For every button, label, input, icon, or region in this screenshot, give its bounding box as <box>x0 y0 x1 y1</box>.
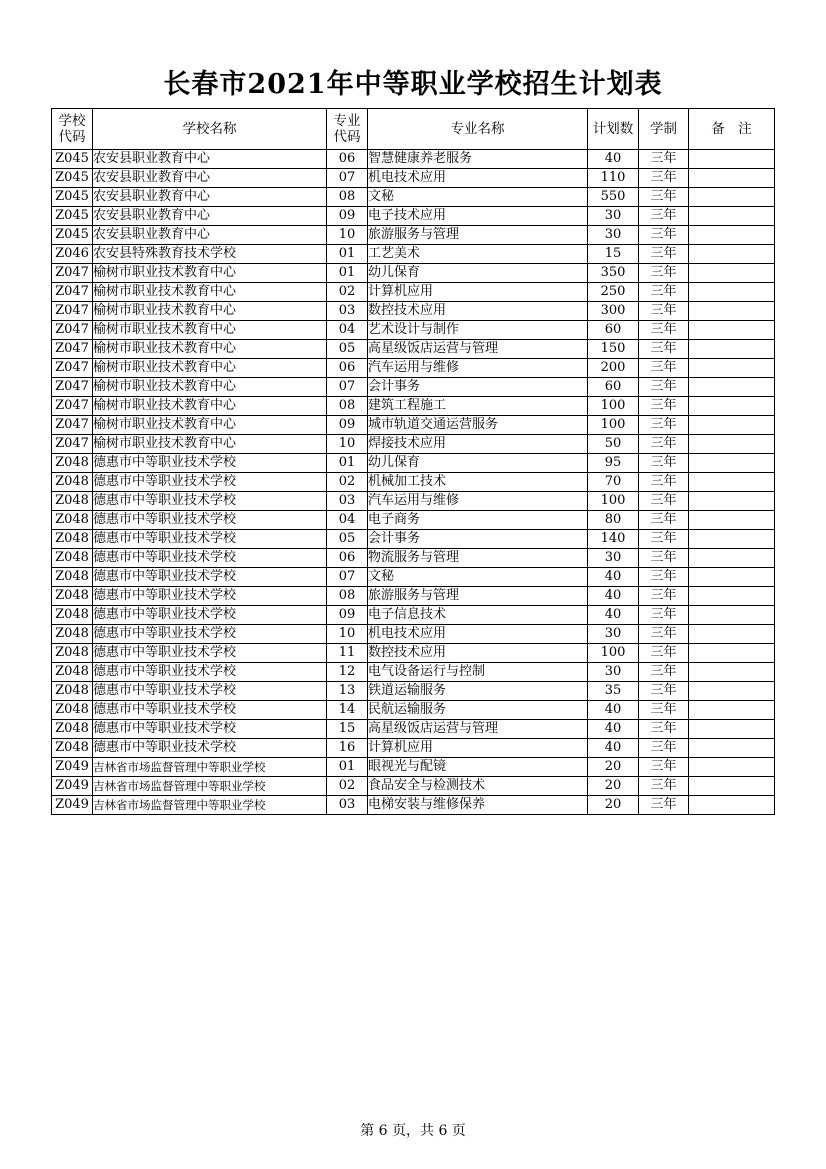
remark-cell <box>689 226 775 245</box>
school-name-cell: 农安县职业教育中心 <box>93 207 327 226</box>
page-title: 长春市2021年中等职业学校招生计划表 <box>163 69 663 100</box>
plan-count-cell: 40 <box>588 587 639 606</box>
major-name-cell: 会计事务 <box>368 530 588 549</box>
remark-cell <box>689 720 775 739</box>
duration-cell: 三年 <box>639 739 689 758</box>
major-name-cell: 民航运输服务 <box>368 701 588 720</box>
table-row <box>52 226 775 245</box>
plan-count-cell: 30 <box>588 625 639 644</box>
plan-count-cell: 300 <box>588 302 639 321</box>
table-row <box>52 644 775 663</box>
duration-cell: 三年 <box>639 150 689 169</box>
major-code-cell: 05 <box>327 340 368 359</box>
table-body <box>52 150 775 815</box>
remark-cell <box>689 454 775 473</box>
school-name-cell: 榆树市职业技术教育中心 <box>93 378 327 397</box>
school-name-cell: 农安县职业教育中心 <box>93 226 327 245</box>
school-code-cell: Z048 <box>52 644 93 663</box>
major-code-cell: 02 <box>327 283 368 302</box>
duration-cell: 三年 <box>639 359 689 378</box>
duration-cell: 三年 <box>639 568 689 587</box>
duration-cell: 三年 <box>639 758 689 777</box>
plan-count-cell: 30 <box>588 226 639 245</box>
school-code-cell: Z048 <box>52 454 93 473</box>
plan-count-cell: 200 <box>588 359 639 378</box>
header-remark: 备 注 <box>689 109 775 150</box>
school-name-cell: 德惠市中等职业技术学校 <box>93 587 327 606</box>
major-name-cell: 数控技术应用 <box>368 302 588 321</box>
table-row <box>52 359 775 378</box>
plan-count-cell: 70 <box>588 473 639 492</box>
major-code-cell: 01 <box>327 264 368 283</box>
duration-cell: 三年 <box>639 644 689 663</box>
duration-cell: 三年 <box>639 435 689 454</box>
plan-count-cell: 35 <box>588 682 639 701</box>
plan-count-cell: 40 <box>588 739 639 758</box>
plan-count-cell: 40 <box>588 150 639 169</box>
remark-cell <box>689 416 775 435</box>
remark-cell <box>689 511 775 530</box>
major-name-cell: 高星级饭店运营与管理 <box>368 340 588 359</box>
header-major-name: 专业名称 <box>368 109 588 150</box>
major-code-cell: 07 <box>327 568 368 587</box>
remark-cell <box>689 682 775 701</box>
school-name-cell: 榆树市职业技术教育中心 <box>93 264 327 283</box>
plan-count-cell: 100 <box>588 492 639 511</box>
school-name-cell: 农安县职业教育中心 <box>93 188 327 207</box>
school-code-cell: Z045 <box>52 169 93 188</box>
school-name-cell: 德惠市中等职业技术学校 <box>93 625 327 644</box>
duration-cell: 三年 <box>639 511 689 530</box>
duration-cell: 三年 <box>639 226 689 245</box>
table-row <box>52 340 775 359</box>
school-code-cell: Z047 <box>52 378 93 397</box>
remark-cell <box>689 302 775 321</box>
plan-count-cell: 60 <box>588 378 639 397</box>
major-name-cell: 艺术设计与制作 <box>368 321 588 340</box>
remark-cell <box>689 207 775 226</box>
remark-cell <box>689 530 775 549</box>
major-name-cell: 智慧健康养老服务 <box>368 150 588 169</box>
major-code-cell: 09 <box>327 207 368 226</box>
remark-cell <box>689 188 775 207</box>
remark-cell <box>689 796 775 815</box>
major-name-cell: 计算机应用 <box>368 283 588 302</box>
major-name-cell: 汽车运用与维修 <box>368 359 588 378</box>
major-code-cell: 10 <box>327 226 368 245</box>
remark-cell <box>689 739 775 758</box>
remark-cell <box>689 758 775 777</box>
duration-cell: 三年 <box>639 207 689 226</box>
plan-count-cell: 60 <box>588 321 639 340</box>
school-code-cell: Z048 <box>52 606 93 625</box>
remark-cell <box>689 606 775 625</box>
table-row <box>52 492 775 511</box>
remark-cell <box>689 245 775 264</box>
school-code-cell: Z046 <box>52 245 93 264</box>
plan-count-cell: 20 <box>588 758 639 777</box>
school-name-cell: 农安县职业教育中心 <box>93 150 327 169</box>
duration-cell: 三年 <box>639 245 689 264</box>
plan-count-cell: 80 <box>588 511 639 530</box>
remark-cell <box>689 777 775 796</box>
plan-count-cell: 40 <box>588 568 639 587</box>
remark-cell <box>689 663 775 682</box>
table-row <box>52 796 775 815</box>
major-name-cell: 焊接技术应用 <box>368 435 588 454</box>
major-name-cell: 机电技术应用 <box>368 625 588 644</box>
major-name-cell: 建筑工程施工 <box>368 397 588 416</box>
major-name-cell: 电气设备运行与控制 <box>368 663 588 682</box>
school-code-cell: Z048 <box>52 568 93 587</box>
school-code-cell: Z045 <box>52 226 93 245</box>
table-row <box>52 321 775 340</box>
major-code-cell: 12 <box>327 663 368 682</box>
plan-count-cell: 100 <box>588 416 639 435</box>
major-name-cell: 文秘 <box>368 568 588 587</box>
remark-cell <box>689 340 775 359</box>
school-name-cell: 榆树市职业技术教育中心 <box>93 283 327 302</box>
remark-cell <box>689 359 775 378</box>
major-code-cell: 02 <box>327 473 368 492</box>
major-code-cell: 09 <box>327 416 368 435</box>
remark-cell <box>689 587 775 606</box>
major-code-cell: 01 <box>327 758 368 777</box>
table-row <box>52 758 775 777</box>
school-name-cell: 德惠市中等职业技术学校 <box>93 568 327 587</box>
school-name-cell: 农安县特殊教育技术学校 <box>93 245 327 264</box>
school-code-cell: Z049 <box>52 777 93 796</box>
major-name-cell: 食品安全与检测技术 <box>368 777 588 796</box>
major-name-cell: 幼儿保育 <box>368 454 588 473</box>
major-name-cell: 电子信息技术 <box>368 606 588 625</box>
duration-cell: 三年 <box>639 720 689 739</box>
plan-count-cell: 140 <box>588 530 639 549</box>
duration-cell: 三年 <box>639 340 689 359</box>
school-name-cell: 德惠市中等职业技术学校 <box>93 701 327 720</box>
table-row <box>52 777 775 796</box>
plan-count-cell: 100 <box>588 397 639 416</box>
school-name-cell: 吉林省市场监督管理中等职业学校 <box>93 796 327 815</box>
duration-cell: 三年 <box>639 188 689 207</box>
major-name-cell: 旅游服务与管理 <box>368 587 588 606</box>
school-code-cell: Z047 <box>52 416 93 435</box>
remark-cell <box>689 283 775 302</box>
plan-count-cell: 250 <box>588 283 639 302</box>
major-code-cell: 10 <box>327 435 368 454</box>
table-row <box>52 682 775 701</box>
school-code-cell: Z045 <box>52 188 93 207</box>
remark-cell <box>689 492 775 511</box>
table-row <box>52 207 775 226</box>
major-code-cell: 06 <box>327 150 368 169</box>
duration-cell: 三年 <box>639 397 689 416</box>
table-row <box>52 169 775 188</box>
duration-cell: 三年 <box>639 663 689 682</box>
table-header-row <box>52 109 775 150</box>
major-code-cell: 03 <box>327 492 368 511</box>
school-name-cell: 德惠市中等职业技术学校 <box>93 492 327 511</box>
table-row <box>52 454 775 473</box>
remark-cell <box>689 321 775 340</box>
major-name-cell: 计算机应用 <box>368 739 588 758</box>
duration-cell: 三年 <box>639 777 689 796</box>
school-code-cell: Z047 <box>52 264 93 283</box>
school-code-cell: Z045 <box>52 207 93 226</box>
duration-cell: 三年 <box>639 606 689 625</box>
major-code-cell: 13 <box>327 682 368 701</box>
plan-count-cell: 30 <box>588 207 639 226</box>
duration-cell: 三年 <box>639 587 689 606</box>
school-name-cell: 吉林省市场监督管理中等职业学校 <box>93 758 327 777</box>
school-code-cell: Z048 <box>52 473 93 492</box>
table-row <box>52 606 775 625</box>
duration-cell: 三年 <box>639 701 689 720</box>
school-name-cell: 德惠市中等职业技术学校 <box>93 644 327 663</box>
major-code-cell: 09 <box>327 606 368 625</box>
plan-count-cell: 110 <box>588 169 639 188</box>
school-code-cell: Z047 <box>52 321 93 340</box>
school-name-cell: 德惠市中等职业技术学校 <box>93 739 327 758</box>
major-name-cell: 旅游服务与管理 <box>368 226 588 245</box>
school-code-cell: Z045 <box>52 150 93 169</box>
major-code-cell: 11 <box>327 644 368 663</box>
plan-count-cell: 20 <box>588 777 639 796</box>
school-code-cell: Z048 <box>52 511 93 530</box>
school-name-cell: 德惠市中等职业技术学校 <box>93 682 327 701</box>
major-name-cell: 眼视光与配镜 <box>368 758 588 777</box>
school-name-cell: 德惠市中等职业技术学校 <box>93 473 327 492</box>
table-row <box>52 188 775 207</box>
major-code-cell: 05 <box>327 530 368 549</box>
duration-cell: 三年 <box>639 416 689 435</box>
school-name-cell: 吉林省市场监督管理中等职业学校 <box>93 777 327 796</box>
remark-cell <box>689 150 775 169</box>
duration-cell: 三年 <box>639 454 689 473</box>
school-code-cell: Z048 <box>52 587 93 606</box>
school-code-cell: Z047 <box>52 435 93 454</box>
major-name-cell: 机电技术应用 <box>368 169 588 188</box>
major-name-cell: 数控技术应用 <box>368 644 588 663</box>
major-name-cell: 汽车运用与维修 <box>368 492 588 511</box>
remark-cell <box>689 378 775 397</box>
remark-cell <box>689 397 775 416</box>
table-row <box>52 549 775 568</box>
table-row <box>52 302 775 321</box>
table-row <box>52 245 775 264</box>
duration-cell: 三年 <box>639 283 689 302</box>
page-footer: 第 6 页，共 6 页 <box>360 1123 466 1139</box>
school-code-cell: Z047 <box>52 340 93 359</box>
remark-cell <box>689 644 775 663</box>
school-name-cell: 德惠市中等职业技术学校 <box>93 530 327 549</box>
table-row <box>52 530 775 549</box>
major-name-cell: 电子技术应用 <box>368 207 588 226</box>
major-code-cell: 14 <box>327 701 368 720</box>
major-code-cell: 07 <box>327 378 368 397</box>
plan-count-cell: 50 <box>588 435 639 454</box>
major-code-cell: 06 <box>327 359 368 378</box>
school-name-cell: 榆树市职业技术教育中心 <box>93 340 327 359</box>
major-code-cell: 08 <box>327 397 368 416</box>
major-code-cell: 08 <box>327 188 368 207</box>
major-code-cell: 03 <box>327 796 368 815</box>
major-code-cell: 03 <box>327 302 368 321</box>
remark-cell <box>689 435 775 454</box>
school-name-cell: 德惠市中等职业技术学校 <box>93 549 327 568</box>
table-row <box>52 150 775 169</box>
remark-cell <box>689 264 775 283</box>
major-name-cell: 城市轨道交通运营服务 <box>368 416 588 435</box>
school-code-cell: Z048 <box>52 701 93 720</box>
table-row <box>52 435 775 454</box>
header-plan-count: 计划数 <box>588 109 639 150</box>
header-major-code: 专业 代码 <box>327 109 368 150</box>
major-code-cell: 01 <box>327 245 368 264</box>
duration-cell: 三年 <box>639 169 689 188</box>
major-code-cell: 07 <box>327 169 368 188</box>
school-code-cell: Z047 <box>52 302 93 321</box>
major-name-cell: 电梯安装与维修保养 <box>368 796 588 815</box>
school-code-cell: Z048 <box>52 549 93 568</box>
major-code-cell: 04 <box>327 321 368 340</box>
plan-count-cell: 150 <box>588 340 639 359</box>
plan-count-cell: 40 <box>588 701 639 720</box>
school-code-cell: Z048 <box>52 530 93 549</box>
duration-cell: 三年 <box>639 549 689 568</box>
major-name-cell: 文秘 <box>368 188 588 207</box>
enrollment-plan-table <box>51 108 775 815</box>
remark-cell <box>689 701 775 720</box>
table-row <box>52 663 775 682</box>
school-code-cell: Z049 <box>52 758 93 777</box>
school-name-cell: 德惠市中等职业技术学校 <box>93 720 327 739</box>
table-row <box>52 739 775 758</box>
duration-cell: 三年 <box>639 378 689 397</box>
school-code-cell: Z048 <box>52 663 93 682</box>
table-row <box>52 416 775 435</box>
school-code-cell: Z048 <box>52 720 93 739</box>
school-code-cell: Z048 <box>52 682 93 701</box>
table-row <box>52 701 775 720</box>
school-code-cell: Z047 <box>52 283 93 302</box>
school-code-cell: Z049 <box>52 796 93 815</box>
duration-cell: 三年 <box>639 264 689 283</box>
plan-count-cell: 95 <box>588 454 639 473</box>
plan-count-cell: 550 <box>588 188 639 207</box>
school-code-cell: Z048 <box>52 492 93 511</box>
school-name-cell: 榆树市职业技术教育中心 <box>93 416 327 435</box>
table-row <box>52 511 775 530</box>
header-school-code: 学校 代码 <box>52 109 93 150</box>
plan-count-cell: 100 <box>588 644 639 663</box>
table-row <box>52 625 775 644</box>
major-code-cell: 01 <box>327 454 368 473</box>
major-code-cell: 06 <box>327 549 368 568</box>
major-code-cell: 04 <box>327 511 368 530</box>
table-row <box>52 473 775 492</box>
major-name-cell: 物流服务与管理 <box>368 549 588 568</box>
header-school-name: 学校名称 <box>93 109 327 150</box>
remark-cell <box>689 625 775 644</box>
plan-count-cell: 40 <box>588 720 639 739</box>
duration-cell: 三年 <box>639 682 689 701</box>
major-code-cell: 10 <box>327 625 368 644</box>
school-name-cell: 德惠市中等职业技术学校 <box>93 606 327 625</box>
major-code-cell: 15 <box>327 720 368 739</box>
table-row <box>52 397 775 416</box>
plan-count-cell: 15 <box>588 245 639 264</box>
school-code-cell: Z048 <box>52 739 93 758</box>
plan-count-cell: 20 <box>588 796 639 815</box>
duration-cell: 三年 <box>639 796 689 815</box>
table-row <box>52 264 775 283</box>
remark-cell <box>689 169 775 188</box>
school-name-cell: 榆树市职业技术教育中心 <box>93 435 327 454</box>
duration-cell: 三年 <box>639 321 689 340</box>
school-code-cell: Z047 <box>52 359 93 378</box>
school-name-cell: 德惠市中等职业技术学校 <box>93 511 327 530</box>
plan-count-cell: 350 <box>588 264 639 283</box>
major-name-cell: 会计事务 <box>368 378 588 397</box>
school-code-cell: Z047 <box>52 397 93 416</box>
duration-cell: 三年 <box>639 625 689 644</box>
school-name-cell: 榆树市职业技术教育中心 <box>93 397 327 416</box>
school-name-cell: 榆树市职业技术教育中心 <box>93 302 327 321</box>
table-row <box>52 378 775 397</box>
remark-cell <box>689 473 775 492</box>
major-code-cell: 08 <box>327 587 368 606</box>
duration-cell: 三年 <box>639 492 689 511</box>
plan-count-cell: 30 <box>588 663 639 682</box>
table-row <box>52 283 775 302</box>
major-code-cell: 16 <box>327 739 368 758</box>
major-name-cell: 幼儿保育 <box>368 264 588 283</box>
major-name-cell: 铁道运输服务 <box>368 682 588 701</box>
school-name-cell: 农安县职业教育中心 <box>93 169 327 188</box>
duration-cell: 三年 <box>639 530 689 549</box>
school-name-cell: 德惠市中等职业技术学校 <box>93 663 327 682</box>
table-row <box>52 587 775 606</box>
header-duration: 学制 <box>639 109 689 150</box>
school-name-cell: 榆树市职业技术教育中心 <box>93 359 327 378</box>
major-code-cell: 02 <box>327 777 368 796</box>
major-name-cell: 高星级饭店运营与管理 <box>368 720 588 739</box>
table-row <box>52 720 775 739</box>
duration-cell: 三年 <box>639 302 689 321</box>
school-name-cell: 榆树市职业技术教育中心 <box>93 321 327 340</box>
remark-cell <box>689 568 775 587</box>
major-name-cell: 工艺美术 <box>368 245 588 264</box>
duration-cell: 三年 <box>639 473 689 492</box>
school-name-cell: 德惠市中等职业技术学校 <box>93 454 327 473</box>
plan-count-cell: 30 <box>588 549 639 568</box>
table-row <box>52 568 775 587</box>
school-code-cell: Z048 <box>52 625 93 644</box>
major-name-cell: 机械加工技术 <box>368 473 588 492</box>
major-name-cell: 电子商务 <box>368 511 588 530</box>
plan-count-cell: 40 <box>588 606 639 625</box>
remark-cell <box>689 549 775 568</box>
